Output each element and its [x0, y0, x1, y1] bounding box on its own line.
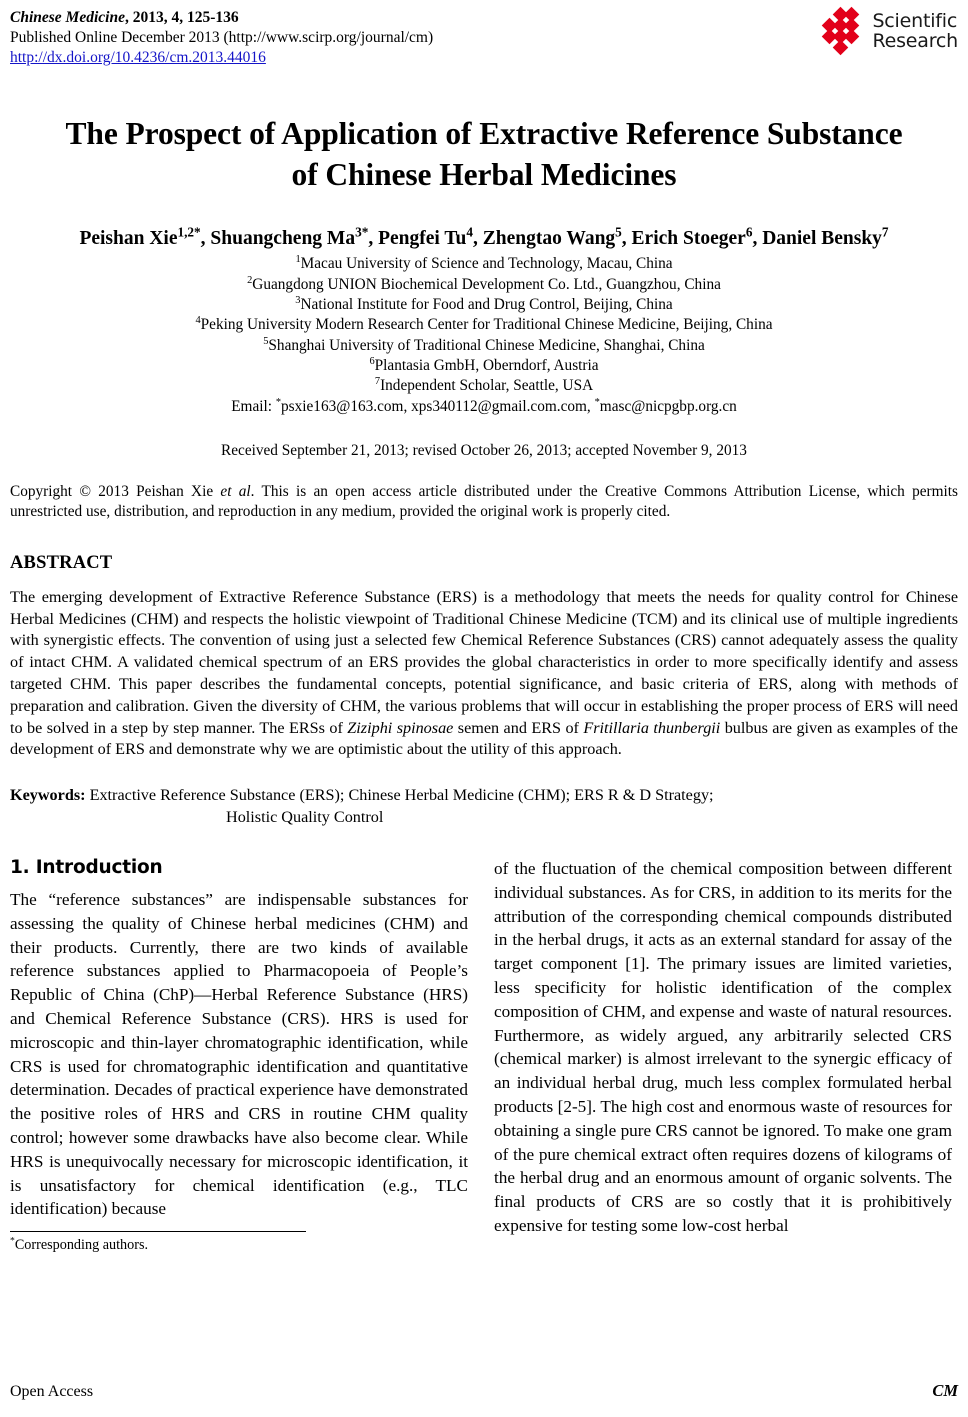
footer-open-access: Open Access [10, 1383, 94, 1400]
abstract-species-2: Fritillaria thunbergii [583, 718, 721, 737]
keywords-line-2: Holistic Quality Control [226, 808, 384, 827]
journal-name: Chinese Medicine [10, 9, 125, 26]
copyright-etal: et al [220, 482, 251, 500]
author-name: Peishan Xie [79, 227, 178, 249]
email-marker: * [275, 396, 282, 408]
footnote-label: Corresponding authors. [14, 1237, 149, 1254]
footnote-rule [10, 1231, 306, 1232]
footnote-marker: * [10, 1235, 15, 1247]
affiliation-line [10, 295, 958, 315]
author-list: Peishan Xie$^{1,2*}$, Shuangcheng $Ma^{3*}$, Pengfei Tu$^4$, Zhengtao Wang$^5$, Erich Stoeger$^6$, Daniel Bensky$^7$ [79, 224, 889, 249]
column-left [10, 857, 468, 1255]
affiliation-marker: 7 [374, 376, 381, 388]
email-address[interactable]: masc@nicpgbp.org.cn [599, 397, 737, 415]
masthead-text-block [10, 8, 433, 67]
publisher-logo [821, 10, 958, 54]
published-online-line: Published Online December 2013 (http://www.scirp.org/journal/cm) [10, 28, 434, 46]
dates-line: Received September 21, 2013; revised October 26, 2013; accepted November 9, 2013 [221, 441, 747, 459]
affiliation-marker: 3 [295, 294, 301, 306]
page-title: The Prospect of Application of Extractive Reference Substance of Chinese Herbal Medicines [65, 116, 903, 192]
affiliation-line [10, 376, 958, 396]
journal-volume-pages: , 2013, 4, 125-136 [124, 9, 239, 26]
logo-word-scientific: Scientific [872, 10, 958, 33]
author-name: Shuangcheng Ma [210, 227, 356, 249]
page-footer [10, 1381, 958, 1401]
masthead [10, 8, 958, 70]
affiliation-line [10, 356, 958, 376]
doi-link[interactable]: http://dx.doi.org/10.4236/cm.2013.44016 [10, 48, 266, 66]
keywords-line-1: Extractive Reference Substance (ERS); Chinese Herbal Medicine (CHM); ERS R & D Strategy; [85, 786, 714, 805]
affiliation-text: Macau University of Science and Technology, Macau, China [300, 255, 673, 273]
affiliation-marker: 1 [295, 254, 301, 266]
copyright-statement [10, 482, 958, 523]
email-address[interactable]: xps340112@gmail.com.com, [411, 397, 591, 415]
affiliation-text: National Institute for Food and Drug Control, Beijing, China [300, 295, 673, 313]
email-address[interactable]: psxie163@163.com, [281, 397, 408, 415]
affiliation-text: Guangdong UNION Biochemical Development Co. Ltd., Guangzhou, China [252, 275, 721, 293]
publisher-logo-text [872, 12, 958, 51]
author-name: Pengfei Tu [378, 227, 467, 249]
affiliation-text: Independent Scholar, Seattle, USA [380, 377, 594, 395]
affiliation-line [10, 275, 958, 295]
email-line [10, 398, 958, 416]
copyright-part2: . This is an open access article distributed under the Creative Commons Attribution License, which permits unrestricted use, distribution, and reproduction in any medium, provided the original work is properly cited. [10, 482, 958, 521]
abstract-text-3: bulbus are given as examples of the development of ERS and demonstrate why we are optimistic about the utility of this approach. [10, 718, 958, 759]
intro-paragraph-right: of the fluctuation of the chemical composition between different individual substances. As for CRS, in addition to its merits for the attribution of the corresponding chemical compounds distributed in the herbal drugs, it acts as an external standard for assay of the target component [1]. The primary issues are limited varieties, less specificity for holistic identification of the complex composition of CHM, and expense and waste of natural resources. Furthermore, as widely argued, any arbitrarily selected CRS (chemical marker) is almost irrelevant to the synergic efficacy of an individual herbal drug, much less complex formulated herbal products [2-5]. The high cost and enormous waste of resources for obtaining a single pure CRS cannot be ignored. To make one gram of the pure chemical extract often requires dozens of kilograms of the herbal drug and an enormous amount of organic solvents. The final products of CRS are so costly that it is prohibitively expensive for testing some low-cost herbal [494, 858, 952, 1236]
scirp-diamond-logo-icon [821, 10, 865, 54]
author-name: Zhengtao Wang [482, 227, 616, 249]
journal-citation-line [10, 8, 433, 28]
abstract-text-2: semen and ERS of [453, 718, 584, 737]
doi-line [10, 48, 433, 68]
author-affiliation-marker: 5 [615, 224, 622, 240]
abstract-text-1: The emerging development of Extractive Reference Substance (ERS) is a methodology that meets the needs for quality control for Chinese Herbal Medicines (CHM) and respects the holistic viewpoint of Traditional Chinese Medicine (TCM) and its clinical use of multiple ingredients with synergistic effects. The convention of using just a selected few Chemical Reference Substances (CRS) cannot adequately assess the quality of intact CHM. A validated chemical spectrum of an ERS provides the global characteristics in order to more specifically identify and assess targeted CHM. This paper describes the fundamental concepts, potential significance, and basic criteria of ERS, along with methods of preparation and calibration. Given the diversity of CHM, the various problems that will occur in establishing the proper process of ERS will need to be solved in a step by step manner. The ERSs of [10, 587, 958, 737]
author-affiliation-marker: 4 [466, 224, 474, 240]
affiliation-list [10, 254, 958, 396]
affiliation-text: Peking University Modern Research Center for Traditional Chinese Medicine, Beijing, China [200, 316, 773, 334]
copyright-part1: Copyright © 2013 Peishan Xie [10, 482, 221, 500]
column-right [494, 857, 952, 1238]
affiliation-marker: 5 [263, 335, 269, 347]
keywords-label: Keywords: [10, 786, 86, 805]
footer-journal-abbrev: CM [932, 1381, 958, 1400]
footnote-text [10, 1236, 306, 1254]
author-affiliation-marker: 3* [355, 224, 369, 240]
keywords-block [10, 785, 958, 829]
footnote-block [10, 1231, 306, 1254]
author-affiliation-marker: 1,2* [177, 224, 201, 240]
affiliation-marker: 4 [195, 315, 201, 327]
author-name: Erich Stoeger [631, 227, 746, 249]
affiliation-marker: 2 [247, 274, 253, 286]
abstract-species-1: Ziziphi spinosae [347, 718, 454, 737]
author-affiliation-marker: 6 [745, 224, 753, 240]
affiliation-line [10, 254, 958, 274]
intro-paragraph-left: The “reference substances” are indispensable substances for assessing the quality of Chinese herbal medicines (CHM) and their products. Currently, there are two kinds of available reference substances applied to Pharmacopoeia of People’s Republic of China (ChP)—Herbal Reference Substance (HRS) and Chemical Reference Substance (CRS). HRS is used for microscopic and thin-layer chromatographic identification, while CRS is used for chromatographic identification and quantitative determination. Decades of practical experience have demonstrated the positive roles of HRS and CRS in routine CHM quality control; however some drawbacks have also become clear. While HRS is unequivocally necessary for microscopic identification, it is unsatisfactory for chemical identification (e.g., TLC identification) because [10, 889, 468, 1219]
affiliation-line [10, 315, 958, 335]
author-name: Daniel Bensky [762, 227, 882, 249]
email-marker: * [594, 396, 600, 408]
affiliation-text: Shanghai University of Traditional Chinese Medicine, Shanghai, China [268, 336, 705, 354]
section-heading-introduction: 1. Introduction [10, 856, 163, 878]
affiliation-text: Plantasia GmbH, Oberndorf, Austria [374, 356, 599, 374]
logo-word-research: Research [872, 30, 958, 52]
affiliation-line [10, 336, 958, 356]
email-label: Email: [231, 397, 276, 415]
body-columns [10, 857, 958, 1255]
abstract-heading: ABSTRACT [10, 552, 113, 573]
affiliation-marker: 6 [369, 355, 375, 367]
author-affiliation-marker: 7 [881, 224, 889, 240]
abstract-body [10, 587, 958, 761]
